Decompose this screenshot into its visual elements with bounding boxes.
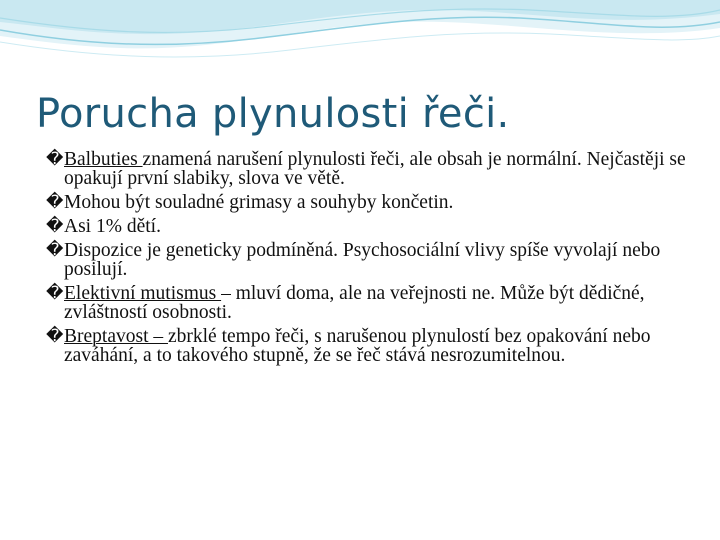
bullet-term: Breptavost –: [64, 326, 168, 347]
bullet-marker-icon: �: [46, 283, 64, 303]
decorative-wave-header: [0, 0, 720, 80]
bullet-item: [46, 327, 706, 365]
bullet-text: Asi 1% dětí.: [64, 216, 161, 237]
bullet-text: zbrklé tempo řeči, s narušenou plynulostí bez opakování nebo zaváhání, a to takového stupně, že se řeč stává nesrozumitelnou.: [64, 326, 651, 366]
bullet-text: znamená narušení plynulosti řeči, ale obsah je normální. Nejčastěji se opakují první slabiky, slova ve větě.: [64, 149, 686, 189]
bullet-list: [46, 150, 706, 370]
bullet-marker-icon: �: [46, 192, 64, 212]
bullet-item: [46, 150, 706, 188]
bullet-text: Mohou být souladné grimasy a souhyby končetin.: [64, 192, 454, 213]
bullet-marker-icon: �: [46, 216, 64, 236]
bullet-term: Balbuties: [64, 149, 143, 170]
slide-title: Porucha plynulosti řeči.: [36, 91, 510, 137]
bullet-marker-icon: �: [46, 149, 64, 169]
bullet-marker-icon: �: [46, 326, 64, 346]
bullet-marker-icon: �: [46, 240, 64, 260]
bullet-item: [46, 241, 706, 279]
bullet-item: [46, 284, 706, 322]
bullet-term: Elektivní mutismus: [64, 283, 222, 304]
bullet-text: Dispozice je geneticky podmíněná. Psychosociální vlivy spíše vyvolají nebo posilují.: [64, 240, 661, 280]
bullet-text: – mluví doma, ale na veřejnosti ne. Může být dědičné, zvláštností osobnosti.: [64, 283, 645, 323]
bullet-item: [46, 193, 706, 212]
bullet-item: [46, 217, 706, 236]
